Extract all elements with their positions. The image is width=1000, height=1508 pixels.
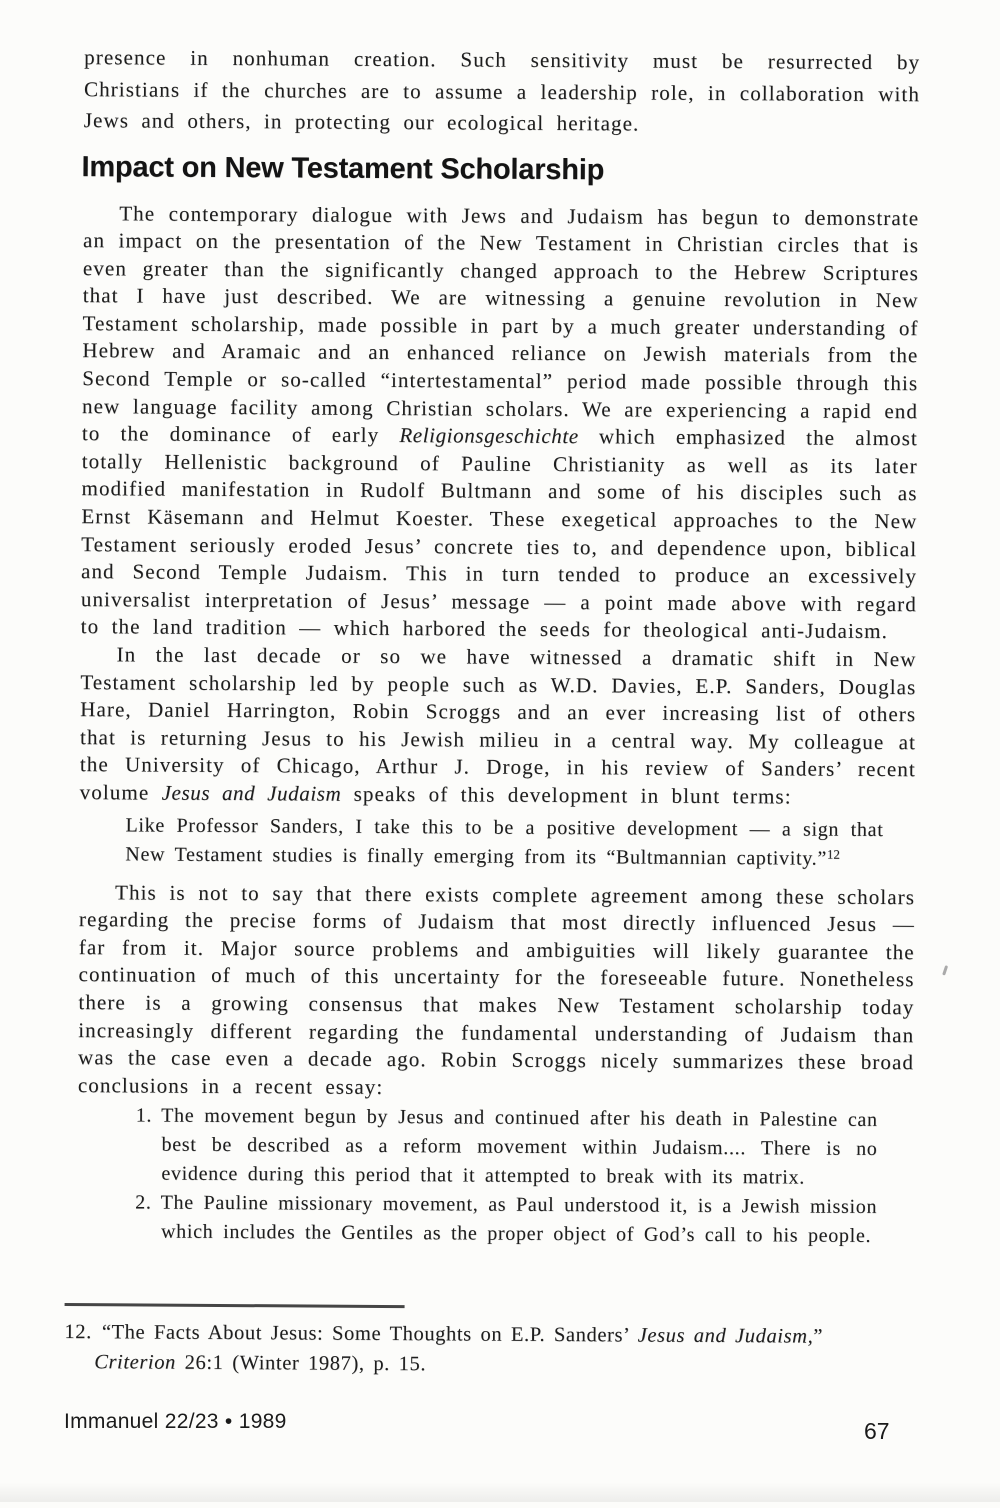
paragraph-1 (81, 200, 920, 647)
list-item-2-number: 2. (135, 1191, 152, 1214)
section-heading: Impact on New Testament Scholarship (81, 150, 605, 186)
scan-bottom-shadow (0, 1482, 1000, 1502)
text-column (77, 42, 920, 1251)
paragraph-2-text-b: speaks of this development in blunt terms: (341, 781, 792, 809)
paragraph-2-book-title: Jesus and Judaism (161, 780, 342, 806)
list-item-1 (135, 1102, 878, 1194)
journal-footer: Immanuel 22/23 • 1989 (64, 1410, 287, 1433)
paragraph-3: This is not to say that there exists complete agreement among these scholars regarding the precise forms of Judaism that most directly influenced Jesus — far from it. Major source problems and ambiguities will likely guarantee the continuation of much of this uncertainty for the foreseeable future. Nonetheless there is a growing consensus that makes New Testament scholarship today increasingly different regarding the fundamental understanding of Judaism than was the case even a decade ago. Robin Scroggs nicely summarizes these broad conclusions in a recent essay: (77, 879, 916, 1099)
footnote-text-b: ” (813, 1325, 824, 1348)
list-item-1-number: 1. (135, 1104, 153, 1127)
paragraph-2 (80, 641, 917, 812)
footnote-text-c: 26:1 (Winter 1987), p. 15. (175, 1351, 427, 1376)
block-quote-text: Like Professor Sanders, I take this to be a positive development — a sign that New Testament studies is finally emerging from its “Bultmannian captivity.” (125, 813, 884, 870)
scan-artifact (942, 965, 948, 975)
footnote-number: 12. (64, 1321, 92, 1344)
footnote-rule (65, 1303, 405, 1308)
footnote-text-a: “The Facts About Jesus: Some Thoughts on E.P. Sanders’ (101, 1321, 638, 1347)
footnote-reference-12: 12 (826, 846, 841, 862)
paragraph-1-text-a: The contemporary dialogue with Jews and Judaism has begun to demonstrate an impact on the presentation of the New Testament in Christian circles that is even greater than the significantly changed approach to the Hebrew Scriptures that I have just described. We are witnessing a genuine revolution in New Testament scholarship, made possible in part by a much greater understanding of Hebrew and Aramaic and an enhanced reliance on Jewish materials from the Second Temple or so-called “intertestamental” period made possible through this new language facility among Christian scholars. We are experiencing a rapid end to the dominance of early (81, 200, 920, 448)
footnote-12 (64, 1317, 912, 1382)
paragraph-1-italic-term: Religionsgeschichte (399, 423, 579, 449)
list-item-2 (135, 1189, 877, 1252)
list-item-1-text: The movement begun by Jesus and continued after his death in Palestine can best be described as a reform movement within Judaism.... There is no evidence during this period that it attempted to break with its matrix. (161, 1104, 878, 1189)
footnote-area (64, 1303, 912, 1382)
footnote-book-title: Jesus and Judaism, (637, 1324, 814, 1348)
numbered-list (135, 1102, 878, 1252)
block-quote (125, 811, 883, 876)
page-number: 67 (864, 1418, 890, 1444)
paragraph-2-text-a: In the last decade or so we have witnessed a dramatic shift in New Testament scholarship led by people such as W.D. Davies, E.P. Sanders, Douglas Hare, Daniel Harrington, Robin Scroggs and an ever increasing list of others that is returning Jesus to his Jewish milieu in a central way. My colleague at the University of Chicago, Arthur J. Droge, in his review of Sanders’ recent volume (79, 642, 917, 805)
paragraph-1-text-b: which emphasized the almost totally Hellenistic background of Pauline Christianity as well as its later modified manifestation in Rudolf Bultmann and some of his disciples such as Ernst Käsemann and Helmut Koester. These exegetical approaches to the New Testament seriously eroded Jesus’ concrete ties to, and dependence upon, biblical and Second Temple Judaism. This in turn tended to produce an excessively universalist interpretation of Jesus’ message — a point made above with regard to the land tradition — which harbored the seeds for theological anti-Judaism. (80, 424, 918, 644)
footnote-journal-title: Criterion (94, 1351, 177, 1374)
list-item-2-text: The Pauline missionary movement, as Paul understood it, is a Jewish mission which includes the Gentiles as the proper object of God’s call to his people. (160, 1191, 878, 1248)
continuation-paragraph: presence in nonhuman creation. Such sensitivity must be resurrected by Christians if the churches are to assume a leadership role, in collaboration with Jews and others, in protecting our ecological heritage. (83, 45, 921, 136)
